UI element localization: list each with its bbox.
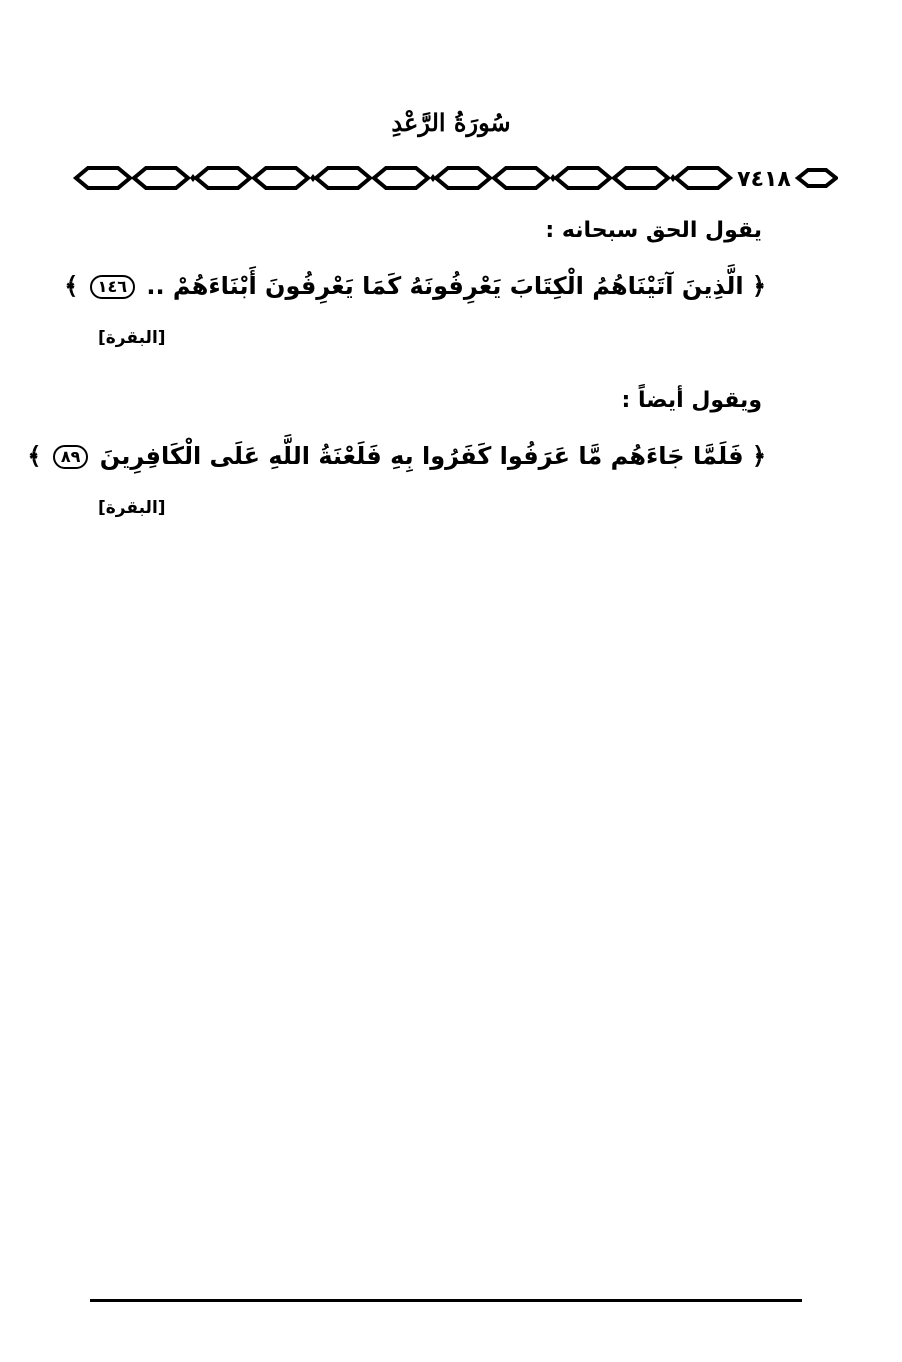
verse-number: ١٤٦ — [90, 275, 135, 299]
footer-rule — [90, 1299, 802, 1302]
verse-2 — [27, 442, 766, 470]
verse-close-bracket: ﴾ — [27, 442, 42, 470]
verse-close-bracket: ﴾ — [64, 272, 79, 300]
header-ornament-border — [72, 160, 838, 196]
verse-1 — [64, 272, 766, 300]
intro-line-2: ويقول أيضاً : — [621, 388, 762, 413]
verse-number: ٨٩ — [53, 445, 89, 469]
page-number: ٧٤١٨ — [737, 167, 791, 192]
verse-text: فَلَمَّا جَاءَهُم مَّا عَرَفُوا كَفَرُوا بِهِ فَلَعْنَةُ اللَّهِ عَلَى الْكَافِرِينَ — [99, 442, 744, 470]
source-citation-1: [البقرة] — [98, 328, 166, 348]
intro-line-1: يقول الحق سبحانه : — [545, 218, 762, 243]
verse-open-bracket: ﴿ — [751, 272, 766, 300]
verse-open-bracket: ﴿ — [751, 442, 766, 470]
verse-text: الَّذِينَ آتَيْنَاهُمُ الْكِتَابَ يَعْرِفُونَهُ كَمَا يَعْرِفُونَ أَبْنَاءَهُمْ .. — [146, 272, 744, 300]
surah-title: سُورَةُ الرَّعْدِ — [391, 108, 511, 137]
source-citation-2: [البقرة] — [98, 498, 166, 518]
